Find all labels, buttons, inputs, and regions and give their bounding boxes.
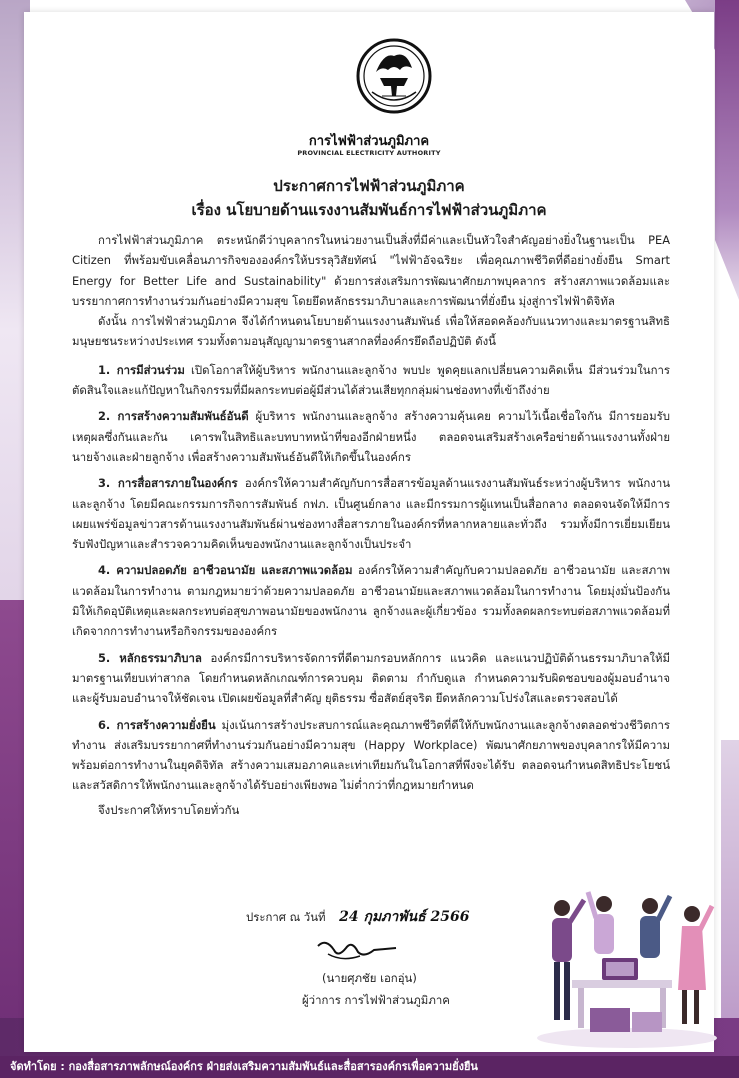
signer-name: (นายศุภชัย เอกอุ่น)	[322, 971, 417, 985]
org-name-english: PROVINCIAL ELECTRICITY AUTHORITY	[297, 149, 441, 157]
org-name-thai: การไฟฟ้าส่วนภูมิภาค	[308, 134, 430, 149]
policy-item-3-text: องค์กรให้ความสำคัญกับการสื่อสารข้อมูลด้านแรงงานสัมพันธ์ระหว่างผู้บริหาร พนักงานและลูกจ้าง โดยมีคณะกรรมการกิจการสัมพันธ์ กฟภ. เป็นศูนย์กลาง และมีกรรมการผู้แทนเป็นสื่อกลาง ตลอดจนจัดให้มีการเผยแพร่ข้อมูลข่าวสารด้านแรงงานสัมพันธ์ผ่านช่องทางสื่อสารภายในองค์กรที่หลากหลายและทั่วถึง รวมทั้งมีการเยี่ยมเยียน รับฟังปัญหาและสำรวจความคิดเห็นของพนักงานและลูกจ้างเป็นประจำ	[72, 476, 670, 552]
policy-item-5-text: องค์กรมีการบริหารจัดการที่ดีตามกรอบหลักการ แนวคิด และแนวปฏิบัติด้านธรรมาภิบาลให้มีมาตรฐานเทียบเท่าสากล โดยกำหนดหลักเกณฑ์การควบคุม ติดตาม กำกับดูแล กำหนดความรับผิดชอบของผู้มอบอำนาจและผู้รับมอบอำนาจให้ชัดเจน เปิดเผยข้อมูลที่สำคัญ ยุติธรรม ซื่อสัตย์สุจริต ยึดหลักความโปร่งใสและตรวจสอบได้	[72, 650, 671, 706]
policy-item-4	[72, 560, 670, 641]
announcement-body	[72, 230, 670, 820]
intro-paragraph-2: ดังนั้น การไฟฟ้าส่วนภูมิภาค จึงได้กำหนดนโยบายด้านแรงงานสัมพันธ์ เพื่อให้สอดคล้องกับแนวทางและมาตรฐานสิทธิมนุษยชนระหว่างประเทศ รวมทั้งตามอนุสัญญามาตรฐานสากลที่องค์กรยึดถือปฏิบัติ ดังนี้	[72, 314, 670, 349]
announce-date-line	[246, 906, 469, 928]
intro-paragraph-1: การไฟฟ้าส่วนภูมิภาค ตระหนักดีว่าบุคลากรในหน่วยงานเป็นสิ่งที่มีค่าและเป็นหัวใจสำคัญอย่างยิ่งในฐานะเป็น PEA Citizen ที่พร้อมขับเคลื่อนภารกิจขององค์กรให้บรรลุวิสัยทัศน์ "ไฟฟ้าอัจฉริยะ เพื่อคุณภาพชีวิตที่ดีอย่างยั่งยืน Smart Energy for Better Life and Sustainability" ด้วยการส่งเสริมการพัฒนาศักยภาพบุคลากร สร้างสภาพแวดล้อมและบรรยากาศการทำงานร่วมกันอย่างมีความสุข โดยยึดหลักธรรมาภิบาลและการพัฒนาที่ยั่งยืน มุ่งสู่การไฟฟ้าดิจิทัล	[72, 233, 670, 308]
policy-item-1	[72, 360, 670, 401]
policy-item-6-heading: 6. การสร้างความยั่งยืน	[98, 717, 216, 732]
pea-seal-icon	[354, 34, 434, 124]
policy-item-6	[72, 715, 670, 796]
policy-item-1-text: เปิดโอกาสให้ผู้บริหาร พนักงานและลูกจ้าง พบปะ พูดคุยแลกเปลี่ยนความคิดเห็น มีส่วนร่วมในการตัดสินใจและแก้ปัญหาในกิจกรรมที่มีผลกระทบต่อผู้มีส่วนได้ส่วนเสียทุกกลุ่มผ่านช่องทางที่เข้าถึงง่าย	[72, 362, 671, 398]
policy-item-2	[72, 406, 670, 467]
office-team-illustration	[532, 870, 722, 1050]
handwritten-date: 24 กุมภาพันธ์ 2566	[339, 909, 470, 925]
signer-position: ผู้ว่าการ การไฟฟ้าส่วนภูมิภาค	[302, 993, 450, 1007]
policy-item-3-heading: 3. การสื่อสารภายในองค์กร	[98, 476, 238, 491]
policy-item-5-heading: 5. หลักธรรมาภิบาล	[98, 650, 202, 665]
policy-item-6-text: มุ่งเน้นการสร้างประสบการณ์และคุณภาพชีวิตที่ดีให้กับพนักงานและลูกจ้างตลอดช่วงชีวิตการทำงาน ส่งเสริมบรรยากาศที่ทำงานร่วมกันอย่างมีความสุข (Happy Workplace) พัฒนาศักยภาพของบุคลากรให้มีความพร้อมต่อการทำงานในยุคดิจิทัล สร้างความเสมอภาคและเท่าเทียมกันในโอกาสที่พึงจะได้รับ ตลอดจนกำหนดสิทธิประโยชน์และสวัสดิการให้พนักงานและลูกจ้างได้รับอย่างเพียงพอ ไม่ต่ำกว่าที่กฎหมายกำหนด	[72, 717, 671, 793]
policy-item-5	[72, 648, 670, 709]
policy-item-4-text: องค์กรให้ความสำคัญกับความปลอดภัย อาชีวอนามัย และสภาพแวดล้อมในการทำงาน ตามกฎหมายว่าด้วยความปลอดภัย อาชีวอนามัยและสภาพแวดล้อมในการทำงาน โดยมุ่งมั่นป้องกันมิให้เกิดอุบัติเหตุและผลกระทบต่อสุขภาพอนามัยของพนักงาน ลูกจ้างและผู้เกี่ยวข้อง รวมทั้งลดผลกระทบต่อสภาพแวดล้อมที่เกิดจากการทำงานหรือกิจกรรมขององค์กร	[72, 563, 671, 639]
announcement-title: ประกาศการไฟฟ้าส่วนภูมิภาค	[273, 177, 465, 195]
closing-statement: จึงประกาศให้ทราบโดยทั่วกัน	[98, 802, 240, 817]
policy-item-3	[72, 473, 670, 554]
announcement-subject: เรื่อง นโยบายด้านแรงงานสัมพันธ์การไฟฟ้าส่วนภูมิภาค	[191, 201, 547, 219]
policy-item-2-heading: 2. การสร้างความสัมพันธ์อันดี	[98, 409, 249, 424]
signature-scribble-icon	[312, 928, 402, 968]
announce-date-label: ประกาศ ณ วันที่	[246, 910, 326, 924]
footer-credit: จัดทำโดย : กองสื่อสารภาพลักษณ์องค์กร ฝ่ายส่งเสริมความสัมพันธ์และสื่อสารองค์กรเพื่อความยั่งยืน	[0, 1056, 739, 1078]
policy-item-1-heading: 1. การมีส่วนร่วม	[98, 362, 185, 377]
policy-item-4-heading: 4. ความปลอดภัย อาชีวอนามัย และสภาพแวดล้อม	[98, 563, 353, 578]
policy-item-2-text: ผู้บริหาร พนักงานและลูกจ้าง สร้างความคุ้นเคย ความไว้เนื้อเชื่อใจกัน มีการยอมรับเหตุผลซึ่งกันและกัน เคารพในสิทธิและบทบาทหน้าที่ของอีกฝ่ายหนึ่ง ตลอดจนเสริมสร้างเครือข่ายด้านแรงงานทั้งฝ่ายนายจ้างและฝ่ายลูกจ้าง เพื่อสร้างความสัมพันธ์อันดีให้เกิดขึ้นในองค์กร	[72, 409, 670, 464]
